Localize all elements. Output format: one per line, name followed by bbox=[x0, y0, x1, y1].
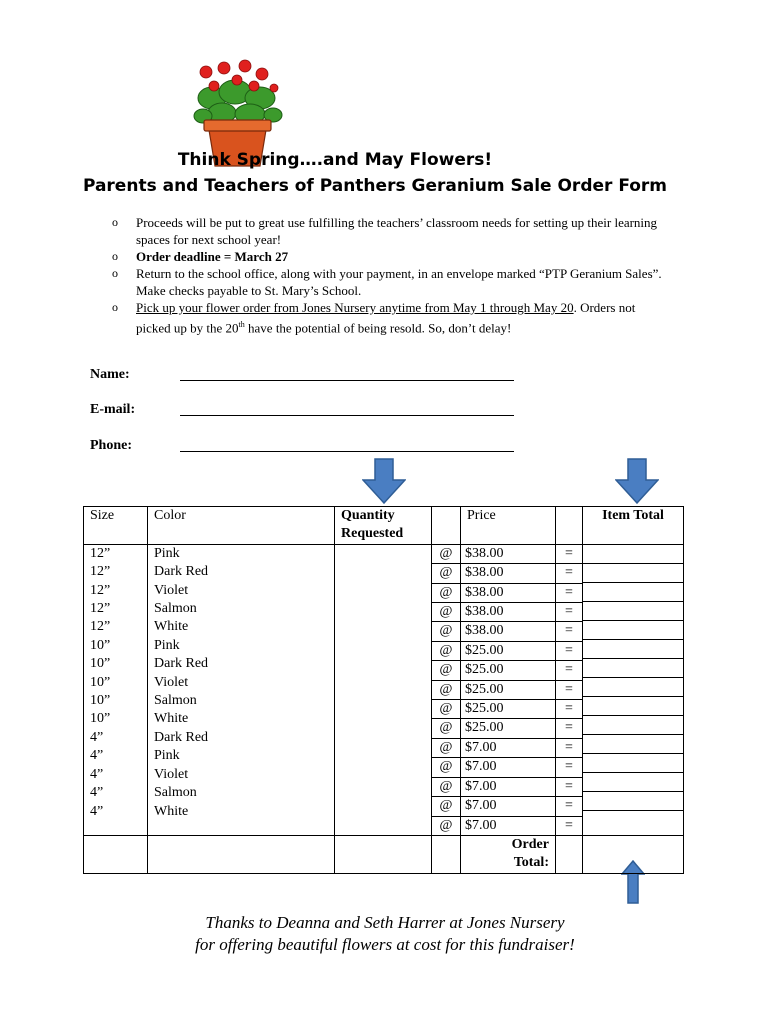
item-total-cell[interactable] bbox=[583, 716, 683, 735]
quantity-input[interactable] bbox=[335, 544, 432, 835]
item-total-cell[interactable] bbox=[583, 602, 683, 621]
item-total-cell[interactable] bbox=[583, 659, 683, 678]
order-table bbox=[83, 506, 684, 874]
list-item: o Return to the school office, along with your payment, in an envelope marked “PTP Geranium Sales”. Make checks payable to St. Mary’s School. bbox=[112, 266, 662, 298]
name-field[interactable] bbox=[180, 380, 514, 381]
order-total-row bbox=[84, 835, 684, 873]
item-total-cell[interactable] bbox=[583, 545, 683, 564]
header-quantity: Quantity Requested bbox=[335, 507, 432, 545]
bullet-marker: o bbox=[112, 249, 118, 263]
arrow-down-icon bbox=[615, 458, 659, 504]
list-item: o Proceeds will be put to great use fulfilling the teachers’ classroom needs for setting up their learning spaces for next school year! bbox=[112, 215, 658, 247]
item-total-cell[interactable] bbox=[583, 640, 683, 659]
email-field[interactable] bbox=[180, 415, 514, 416]
bullet-marker: o bbox=[112, 215, 118, 229]
item-total-cell[interactable] bbox=[583, 735, 683, 754]
item-total-cell[interactable] bbox=[583, 754, 683, 773]
info-list bbox=[112, 214, 672, 336]
table-row: 12” 12” 12” 12” 12” 10” 10” 10” 10” 10” 4” 4” 4” 4” 4” Pink Dark Red Violet Salmon White Pink Dark Red Violet Salmon White Dark Red Pink Violet Salmon White @ @ @ @ @ @ @ @ @ @ @ @ @ @ @ $38.00 $38.00 $38.00 $38.00 $38.00 $25.00 $25.00 $25.00 $25.00 $25.00 $7.00 $7.00 $7.00 $7.00 $7.00 = = = = = = = = = = = = = = = bbox=[84, 544, 684, 835]
header-size: Size bbox=[84, 507, 148, 545]
list-item: o Pick up your flower order from Jones Nursery anytime from May 1 through May 20. Orders not picked up by the 20th have the potential of being resold. So, don’t delay! bbox=[112, 300, 636, 336]
item-total-column bbox=[583, 544, 684, 835]
header-price: Price bbox=[461, 507, 556, 545]
item-total-cell[interactable] bbox=[583, 621, 683, 640]
form-title: Parents and Teachers of Panthers Geranium Sale Order Form bbox=[82, 176, 668, 196]
footer-thanks: Thanks to Deanna and Seth Harrer at Jones Nursery for offering beautiful flowers at cost for this fundraiser! bbox=[195, 913, 575, 954]
name-label: Name: bbox=[90, 367, 130, 382]
bullet-marker: o bbox=[112, 266, 118, 280]
phone-field[interactable] bbox=[180, 451, 514, 452]
item-total-cell[interactable] bbox=[583, 678, 683, 697]
email-label: E-mail: bbox=[90, 402, 136, 417]
item-total-cell[interactable] bbox=[583, 583, 683, 602]
header-color: Color bbox=[148, 507, 335, 545]
pickup-text: Pick up your flower order from Jones Nursery anytime from May 1 through May 20 bbox=[136, 300, 574, 315]
arrow-down-icon bbox=[362, 458, 406, 504]
table-header-row bbox=[84, 507, 684, 545]
item-total-cell[interactable] bbox=[583, 564, 683, 583]
item-total-cell[interactable] bbox=[583, 811, 683, 829]
item-total-cell[interactable] bbox=[583, 697, 683, 716]
item-total-cell[interactable] bbox=[583, 792, 683, 811]
page-title: Think Spring….and May Flowers! bbox=[177, 150, 493, 170]
order-total-label: Order Total: bbox=[461, 835, 556, 873]
phone-label: Phone: bbox=[90, 438, 132, 453]
order-total-cell[interactable] bbox=[583, 835, 684, 873]
item-total-cell[interactable] bbox=[583, 773, 683, 792]
bullet-marker: o bbox=[112, 300, 118, 314]
deadline-text: Order deadline = March 27 bbox=[136, 249, 289, 264]
list-item bbox=[112, 248, 672, 265]
header-item-total: Item Total bbox=[583, 507, 684, 545]
